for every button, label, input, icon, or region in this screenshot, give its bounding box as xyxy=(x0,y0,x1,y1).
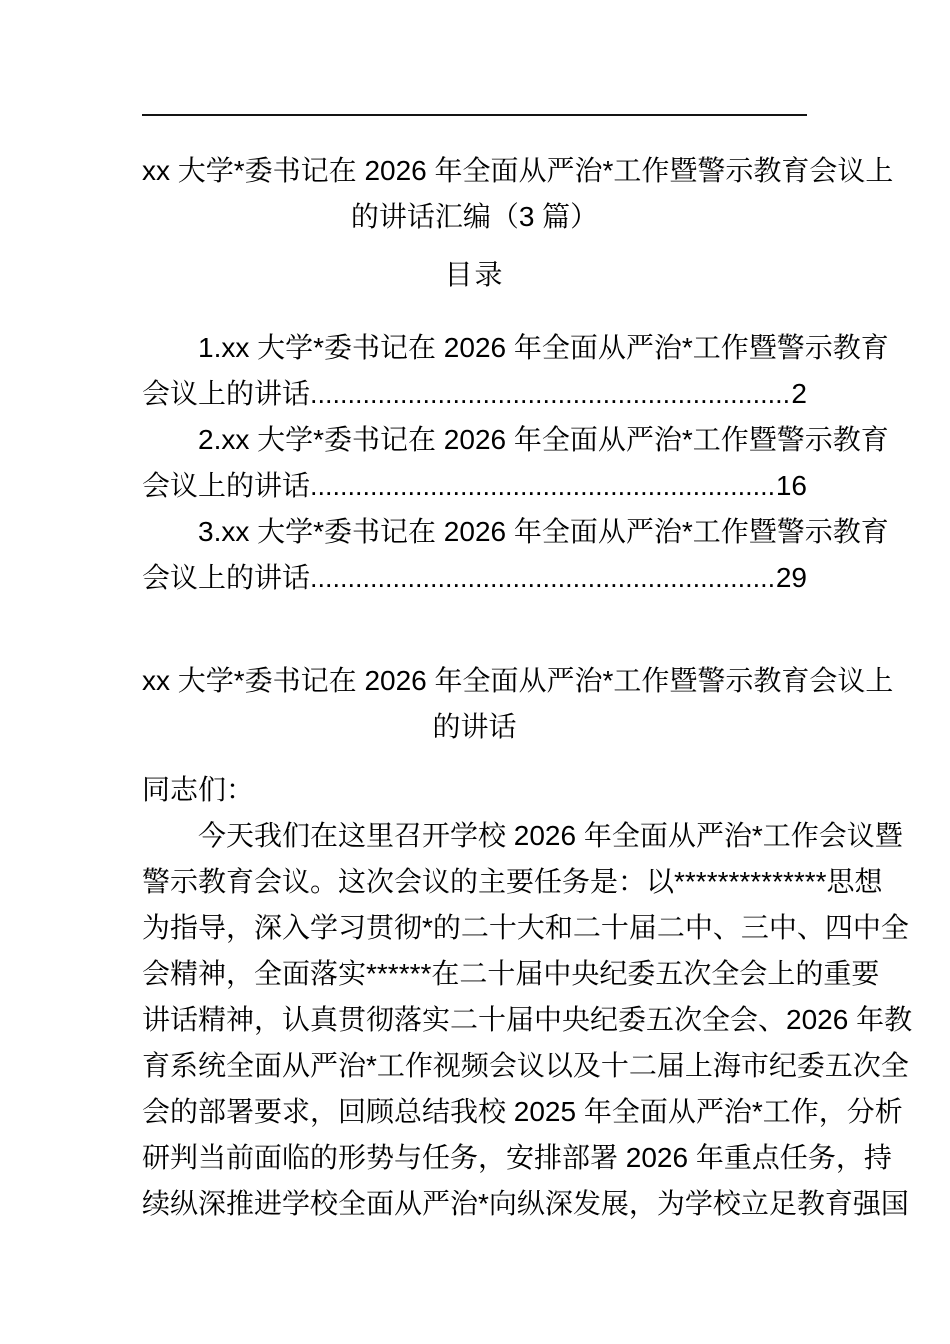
toc-entry-title: 3.xx 大学*委书记在 2026 年全面从严治*工作暨警示教育 xyxy=(198,516,889,547)
toc-leader-dots xyxy=(310,371,791,417)
toc-page-number: 2 xyxy=(791,378,807,409)
document-content xyxy=(142,0,913,1227)
toc-leader-dots xyxy=(310,463,776,509)
paragraph-line: 讲话精神，认真贯彻落实二十届中央纪委五次全会、2026 年教 xyxy=(142,1004,913,1035)
speech-greeting: 同志们： xyxy=(142,774,255,805)
paragraph-line: 会的部署要求，回顾总结我校 2025 年全面从严治*工作，分析 xyxy=(142,1096,903,1127)
paragraph-line: 续纵深推进学校全面从严治*向纵深发展，为学校立足教育强国 xyxy=(142,1188,909,1219)
paragraph-line: 育系统全面从严治*工作视频会议以及十二届上海市纪委五次全 xyxy=(142,1050,909,1081)
toc-entry-line xyxy=(142,371,807,417)
paragraph-line: 会精神，全面落实******在二十届中央纪委五次全会上的重要 xyxy=(142,958,880,989)
toc-entry-title: 2.xx 大学*委书记在 2026 年全面从严治*工作暨警示教育 xyxy=(198,424,889,455)
section-title xyxy=(142,658,894,750)
document-title-line-1: xx 大学*委书记在 2026 年全面从严治*工作暨警示教育会议上 xyxy=(142,155,894,186)
toc-heading: 目录 xyxy=(444,259,505,290)
toc-entry xyxy=(142,509,889,601)
toc-page-number: 29 xyxy=(775,562,807,593)
toc-entry-title-continued: 会议上的讲话 xyxy=(142,562,311,593)
toc-page-number: 16 xyxy=(775,470,807,501)
section-title-line-2: 的讲话 xyxy=(432,711,517,742)
toc-entry-title-continued: 会议上的讲话 xyxy=(142,470,311,501)
toc-entry xyxy=(142,417,889,509)
section-title-line-1: xx 大学*委书记在 2026 年全面从严治*工作暨警示教育会议上 xyxy=(142,665,894,696)
toc-entry xyxy=(142,325,889,417)
toc-entry-title-continued: 会议上的讲话 xyxy=(142,378,311,409)
toc-entry-title: 1.xx 大学*委书记在 2026 年全面从严治*工作暨警示教育 xyxy=(198,332,889,363)
toc-leader-dots xyxy=(310,555,776,601)
toc-entry-line xyxy=(142,463,807,509)
toc-list xyxy=(142,325,889,601)
paragraph-line: 研判当前面临的形势与任务，安排部署 2026 年重点任务，持 xyxy=(142,1142,892,1173)
document-title xyxy=(142,148,894,240)
header-divider-line xyxy=(142,114,807,116)
document-title-line-2: 的讲话汇编（3 篇） xyxy=(350,201,599,232)
toc-entry-line xyxy=(142,555,807,601)
speech-body xyxy=(142,767,913,1227)
paragraph-line: 为指导，深入学习贯彻*的二十大和二十届二中、三中、四中全 xyxy=(142,912,909,943)
paragraph-line: 警示教育会议。这次会议的主要任务是：以**************思想 xyxy=(142,866,883,897)
paragraph-line: 今天我们在这里召开学校 2026 年全面从严治*工作会议暨 xyxy=(198,820,903,851)
